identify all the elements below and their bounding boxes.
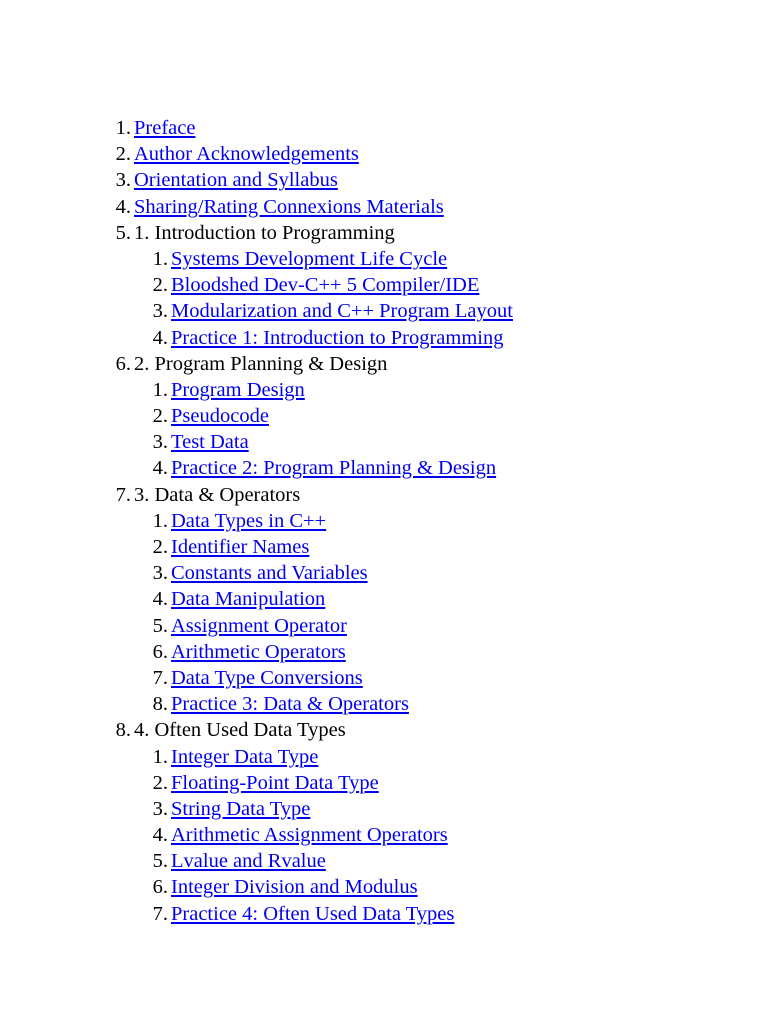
toc-item-number: 5. — [152, 614, 168, 637]
toc-item-number: 1. — [115, 117, 131, 139]
toc-link-floating-point-data-type[interactable]: Floating-Point Data Type — [171, 771, 379, 794]
toc-subitem — [0, 796, 768, 822]
toc-item — [0, 141, 768, 167]
toc-section-heading: 1. Introduction to Programming — [134, 221, 395, 244]
toc-link-data-manipulation[interactable]: Data Manipulation — [171, 588, 326, 611]
toc-link-constants-and-variables[interactable]: Constants and Variables — [171, 562, 368, 585]
toc-link-modularization-and-c-program-layout[interactable]: Modularization and C++ Program Layout — [171, 300, 513, 323]
toc-subitem — [0, 848, 768, 874]
toc-link-practice-1-introduction-to-programming[interactable]: Practice 1: Introduction to Programming — [171, 326, 504, 349]
toc-subitem — [0, 298, 768, 324]
toc-item-number: 2. — [152, 405, 168, 428]
toc-subitem — [0, 377, 768, 403]
toc-item-number: 2. — [152, 771, 168, 794]
toc-item-number: 1. — [152, 378, 168, 401]
toc-subitem — [0, 770, 768, 796]
toc-subitem — [0, 429, 768, 455]
toc-link-bloodshed-dev-c-5-compiler-ide[interactable]: Bloodshed Dev-C++ 5 Compiler/IDE — [171, 274, 480, 297]
toc-subitem — [0, 901, 768, 927]
toc-link-pseudocode[interactable]: Pseudocode — [171, 405, 269, 428]
toc-subitem — [0, 744, 768, 770]
toc-link-test-data[interactable]: Test Data — [171, 431, 249, 454]
toc-subitem — [0, 403, 768, 429]
toc-item-number: 4. — [152, 824, 168, 847]
toc-link-author-acknowledgements[interactable]: Author Acknowledgements — [134, 143, 359, 166]
toc-link-practice-2-program-planning-design[interactable]: Practice 2: Program Planning & Design — [171, 457, 497, 480]
toc-subitem — [0, 613, 768, 639]
toc-link-sharing-rating-connexions-materials[interactable]: Sharing/Rating Connexions Materials — [134, 195, 444, 218]
toc-link-assignment-operator[interactable]: Assignment Operator — [171, 614, 347, 637]
toc-subitem — [0, 586, 768, 612]
toc-link-string-data-type[interactable]: String Data Type — [171, 797, 311, 820]
toc-item-number: 6. — [152, 876, 168, 899]
toc-link-identifier-names[interactable]: Identifier Names — [171, 536, 310, 558]
toc-subitem — [0, 560, 768, 586]
toc-item-number: 7. — [152, 902, 168, 925]
toc-item-number: 1. — [152, 247, 168, 270]
toc-subitem — [0, 508, 768, 534]
toc-item-number: 3. — [152, 300, 168, 323]
toc-item-number: 3. — [115, 169, 131, 192]
toc-subitem — [0, 822, 768, 848]
toc-item-number: 4. — [152, 588, 168, 611]
toc-item — [0, 194, 768, 220]
toc-item — [0, 717, 768, 743]
toc-item-number: 7. — [115, 483, 131, 506]
toc-item-number: 4. — [152, 457, 168, 480]
toc-item-number: 3. — [152, 431, 168, 454]
toc-item-number: 6. — [115, 352, 131, 375]
toc-link-integer-division-and-modulus[interactable]: Integer Division and Modulus — [171, 876, 418, 899]
toc-item-number: 4. — [115, 195, 131, 218]
toc-link-systems-development-life-cycle[interactable]: Systems Development Life Cycle — [171, 247, 448, 270]
toc-link-integer-data-type[interactable]: Integer Data Type — [171, 745, 319, 768]
toc-subitem — [0, 874, 768, 900]
toc-subitem — [0, 455, 768, 481]
toc-item — [0, 167, 768, 193]
toc-section-heading: 4. Often Used Data Types — [134, 719, 346, 742]
toc-item-number: 5. — [152, 850, 168, 873]
toc-link-data-types-in-c[interactable]: Data Types in C++ — [171, 509, 327, 532]
toc-item-number: 1. — [152, 745, 168, 768]
toc-item-number: 6. — [152, 640, 168, 663]
toc-subitem — [0, 325, 768, 351]
toc-item-number: 3. — [152, 562, 168, 585]
toc-subitem — [0, 665, 768, 691]
toc-item-number: 2. — [152, 536, 168, 558]
toc-item-number: 8. — [152, 693, 168, 716]
toc-link-practice-3-data-operators[interactable]: Practice 3: Data & Operators — [171, 693, 409, 716]
toc-subitem — [0, 272, 768, 298]
toc-link-arithmetic-assignment-operators[interactable]: Arithmetic Assignment Operators — [171, 824, 448, 847]
table-of-contents — [0, 115, 768, 927]
toc-section-heading: 2. Program Planning & Design — [134, 352, 388, 375]
toc-item — [0, 482, 768, 508]
toc-section-heading: 3. Data & Operators — [134, 483, 301, 506]
toc-link-practice-4-often-used-data-types[interactable]: Practice 4: Often Used Data Types — [171, 902, 455, 925]
toc-subitem — [0, 639, 768, 665]
toc-link-preface[interactable]: Preface — [134, 117, 196, 139]
toc-link-program-design[interactable]: Program Design — [171, 378, 305, 401]
toc-item-number: 8. — [115, 719, 131, 742]
toc-link-lvalue-and-rvalue[interactable]: Lvalue and Rvalue — [171, 850, 326, 873]
toc-link-orientation-and-syllabus[interactable]: Orientation and Syllabus — [134, 169, 338, 192]
toc-subitem — [0, 246, 768, 272]
toc-item-number: 7. — [152, 666, 168, 689]
toc-item — [0, 115, 768, 141]
toc-subitem — [0, 691, 768, 717]
toc-item-number: 5. — [115, 221, 131, 244]
toc-link-arithmetic-operators[interactable]: Arithmetic Operators — [171, 640, 346, 663]
toc-subitem — [0, 534, 768, 560]
toc-link-data-type-conversions[interactable]: Data Type Conversions — [171, 666, 363, 689]
toc-item-number: 2. — [115, 143, 131, 166]
toc-item-number: 2. — [152, 274, 168, 297]
toc-item — [0, 220, 768, 246]
toc-item — [0, 351, 768, 377]
toc-item-number: 4. — [152, 326, 168, 349]
toc-item-number: 1. — [152, 509, 168, 532]
toc-item-number: 3. — [152, 797, 168, 820]
